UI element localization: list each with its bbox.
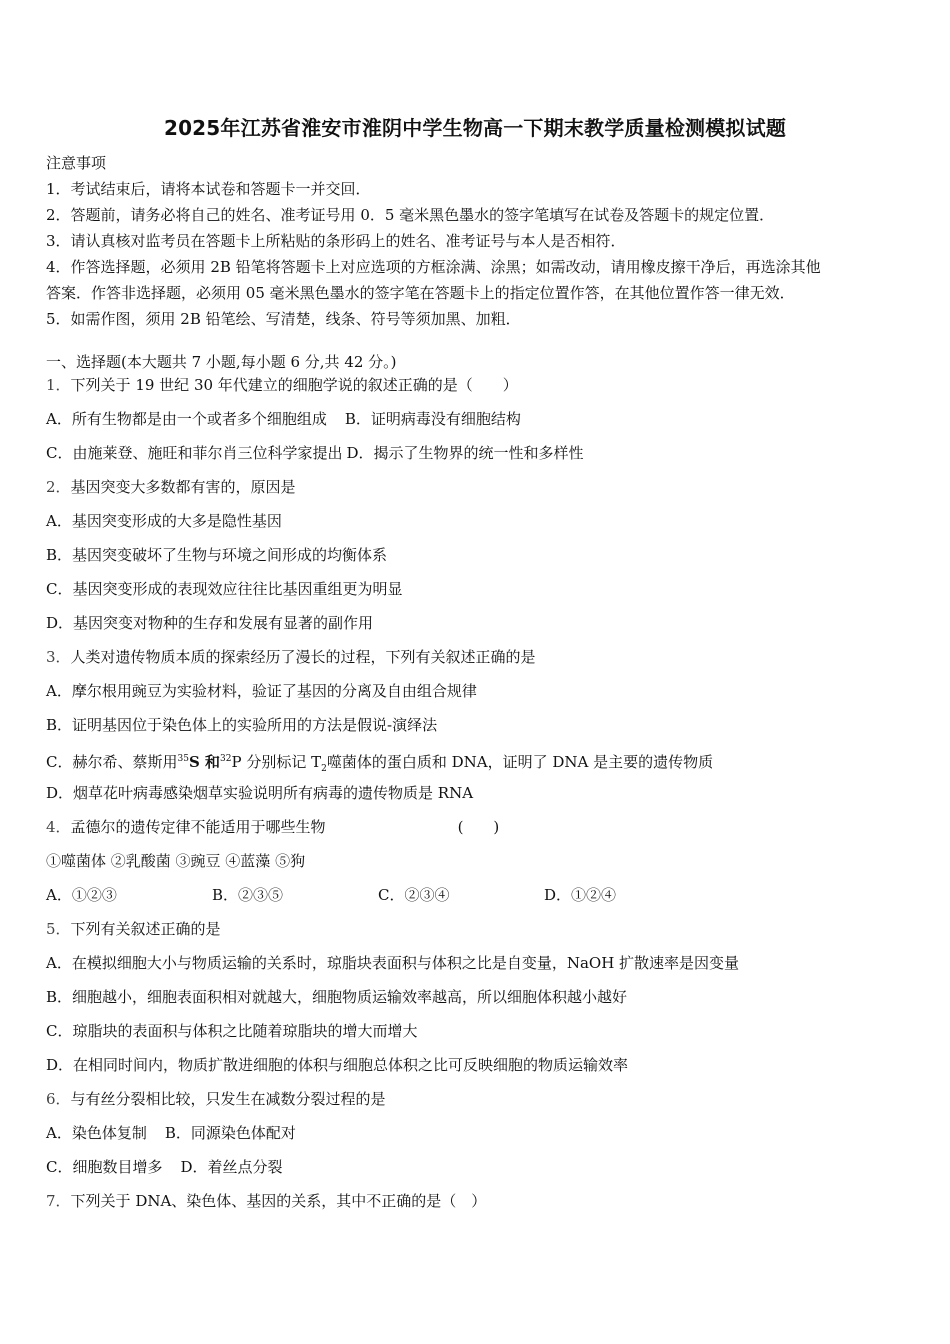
option-b: B．②③⑤ bbox=[212, 886, 284, 904]
option-b: B．证明病毒没有细胞结构 bbox=[344, 410, 521, 428]
option-c: C．基因突变形成的表现效应往往比基因重组更为明显 bbox=[46, 580, 403, 598]
option-a: A．在模拟细胞大小与物质运输的关系时，琼脂块表面积与体积之比是自变量，NaOH 扩散速率是因变量 bbox=[46, 954, 740, 972]
notice-item: 1．考试结束后，请将本试卷和答题卡一并交回． bbox=[46, 180, 371, 198]
option-d: D．在相同时间内，物质扩散进细胞的体积与细胞总体积之比可反映细胞的物质运输效率 bbox=[46, 1056, 629, 1074]
question-text: 下列关于 19 世纪 30 年代建立的细胞学说的叙述正确的是（ ） bbox=[70, 376, 518, 394]
option-c: C．②③④ bbox=[378, 886, 450, 904]
question-1-stem bbox=[46, 374, 906, 396]
option-d: D．着丝点分裂 bbox=[180, 1158, 283, 1176]
option-c-text: C．赫尔希、蔡斯用 bbox=[46, 753, 178, 771]
question-6-stem bbox=[46, 1088, 906, 1110]
t2-subscript: 2 bbox=[321, 764, 327, 774]
option-c: C．细胞数目增多 bbox=[46, 1158, 163, 1176]
question-2-stem bbox=[46, 476, 906, 498]
isotope-35-sup: 35 bbox=[177, 754, 189, 764]
option-c-sulfur: S 和 bbox=[188, 753, 220, 771]
question-number: 7． bbox=[46, 1192, 71, 1210]
question-1-options-row2 bbox=[46, 442, 906, 464]
question-number: 3． bbox=[46, 648, 71, 666]
option-c-phosphorus: P 分别标记 T bbox=[231, 753, 322, 771]
notice-item: 5．如需作图，须用 2B 铅笔绘、写清楚，线条、符号等须加黑、加粗． bbox=[46, 310, 521, 328]
option-b: B．证明基因位于染色体上的实验所用的方法是假说-演绎法 bbox=[46, 716, 438, 734]
option-c bbox=[46, 748, 906, 780]
question-3-stem bbox=[46, 646, 906, 668]
notice-block bbox=[46, 150, 906, 332]
question-number: 4． bbox=[46, 818, 71, 836]
option-a: A．基因突变形成的大多是隐性基因 bbox=[46, 512, 282, 530]
notice-item: 2．答题前，请务必将自己的姓名、准考证号用 0．5 毫米黑色墨水的签字笔填写在试卷及答题卡的规定位置． bbox=[46, 206, 775, 224]
question-text: 下列有关叙述正确的是 bbox=[70, 920, 221, 938]
organism-list: ①噬菌体 ②乳酸菌 ③豌豆 ④蓝藻 ⑤狗 bbox=[46, 852, 306, 870]
question-4-stem bbox=[46, 816, 906, 838]
question-text: 基因突变大多数都有害的，原因是 bbox=[70, 478, 296, 496]
question-number: 2． bbox=[46, 478, 71, 496]
option-a: A．染色体复制 bbox=[46, 1124, 147, 1142]
option-c: C．琼脂块的表面积与体积之比随着琼脂块的增大而增大 bbox=[46, 1022, 418, 1040]
option-c-rest: 噬菌体的蛋白质和 DNA，证明了 DNA 是主要的遗传物质 bbox=[326, 753, 714, 771]
question-6-options-row1 bbox=[46, 1122, 906, 1144]
option-b: B．细胞越小，细胞表面积相对就越大，细胞物质运输效率越高，所以细胞体积越小越好 bbox=[46, 988, 628, 1006]
option-b: B．同源染色体配对 bbox=[164, 1124, 296, 1142]
option-b: B．基因突变破坏了生物与环境之间形成的均衡体系 bbox=[46, 546, 388, 564]
question-number: 1． bbox=[46, 376, 71, 394]
question-text: 人类对遗传物质本质的探索经历了漫长的过程，下列有关叙述正确的是 bbox=[70, 648, 536, 666]
question-number: 5． bbox=[46, 920, 71, 938]
question-text: 孟德尔的遗传定律不能适用于哪些生物 bbox=[70, 818, 326, 836]
option-d: D．烟草花叶病毒感染烟草实验说明所有病毒的遗传物质是 RNA bbox=[46, 784, 474, 802]
option-c: C．由施莱登、施旺和菲尔肖三位科学家提出 bbox=[46, 444, 343, 462]
answer-parenthesis: ( ) bbox=[457, 818, 500, 836]
page-title: 2025年江苏省淮安市淮阴中学生物高一下期末教学质量检测模拟试题 bbox=[163, 116, 787, 140]
question-7-stem bbox=[46, 1190, 906, 1212]
question-text: 与有丝分裂相比较，只发生在减数分裂过程的是 bbox=[70, 1090, 386, 1108]
notice-item: 答案．作答非选择题，必须用 05 毫米黑色墨水的签字笔在答题卡上的指定位置作答，在其他位置作答一律无效． bbox=[46, 284, 795, 302]
question-text: 下列关于 DNA、染色体、基因的关系，其中不正确的是（ ） bbox=[70, 1192, 487, 1210]
notice-item: 4．作答选择题，必须用 2B 铅笔将答题卡上对应选项的方框涂满、涂黑；如需改动，请用橡皮擦干净后，再选涂其他 bbox=[46, 258, 821, 276]
question-number: 6． bbox=[46, 1090, 71, 1108]
question-6-options-row2 bbox=[46, 1156, 906, 1178]
option-d: D．①②④ bbox=[544, 886, 617, 904]
option-d: D．揭示了生物界的统一性和多样性 bbox=[346, 444, 584, 462]
question-4-options bbox=[46, 884, 906, 906]
option-a: A．所有生物都是由一个或者多个细胞组成 bbox=[46, 410, 327, 428]
question-5-stem bbox=[46, 918, 906, 940]
option-a: A．摩尔根用豌豆为实验材料，验证了基因的分离及自由组合规律 bbox=[46, 682, 477, 700]
section-heading: 一、选择题(本大题共 7 小题,每小题 6 分,共 42 分。) bbox=[46, 353, 397, 371]
option-d: D．基因突变对物种的生存和发展有显著的副作用 bbox=[46, 614, 374, 632]
notice-item: 3．请认真核对监考员在答题卡上所粘贴的条形码上的姓名、准考证号与本人是否相符． bbox=[46, 232, 626, 250]
notice-heading: 注意事项 bbox=[46, 154, 107, 172]
isotope-32-sup: 32 bbox=[220, 754, 232, 764]
option-a: A．①②③ bbox=[46, 886, 117, 904]
question-1-options-row1 bbox=[46, 408, 906, 430]
